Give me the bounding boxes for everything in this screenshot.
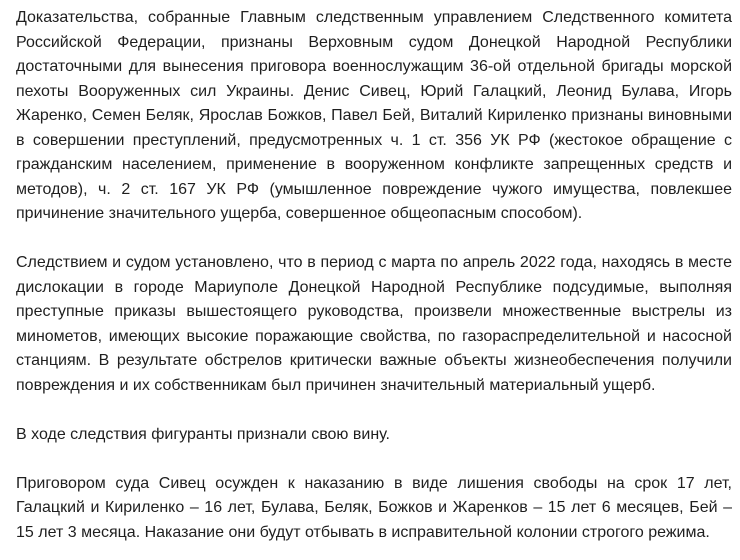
paragraph-confession: В ходе следствия фигуранты признали свою вину. — [16, 425, 390, 443]
paragraph-investigation: Следствием и судом установлено, что в период с марта по апрель 2022 года, находясь в месте дислокации в городе Мариуполе Донецкой Народной Республике подсудимые, выполняя преступные приказы вышестоящего руководства, произвели множественные выстрелы из минометов, имеющих высокие поражающие свойства, по газораспределительной и насосной станциям. В результате обстрелов критически важные объекты жизнеобеспечения получили повреждения и их собственникам был причинен значительный материальный ущерб. — [16, 254, 732, 394]
paragraph-evidence: Доказательства, собранные Главным следственным управлением Следственного комитета Российской Федерации, признаны Верховным судом Донецкой Народной Республики достаточными для вынесения приговора военнослужащим 36-ой отдельной бригады морской пехоты Вооруженных сил Украины. Денис Сивец, Юрий Галацкий, Леонид Булава, Игорь Жаренко, Семен Беляк, Ярослав Божков, Павел Бей, Виталий Кириленко признаны виновными в совершении преступлений, предусмотренных ч. 1 ст. 356 УК РФ (жестокое обращение с гражданским населением, применение в вооруженном конфликте запрещенных средств и методов), ч. 2 ст. 167 УК РФ (умышленное повреждение чужого имущества, повлекшее причинение значительного ущерба, совершенное общеопасным способом). — [16, 9, 732, 222]
paragraph-sentence: Приговором суда Сивец осужден к наказанию в виде лишения свободы на срок 17 лет, Галацкий и Кириленко – 16 лет, Булава, Беляк, Божков и Жаренков – 15 лет 6 месяцев, Бей – 15 лет 3 месяца. Наказание они будут отбывать в исправительной колонии строгого режима. — [16, 474, 732, 541]
